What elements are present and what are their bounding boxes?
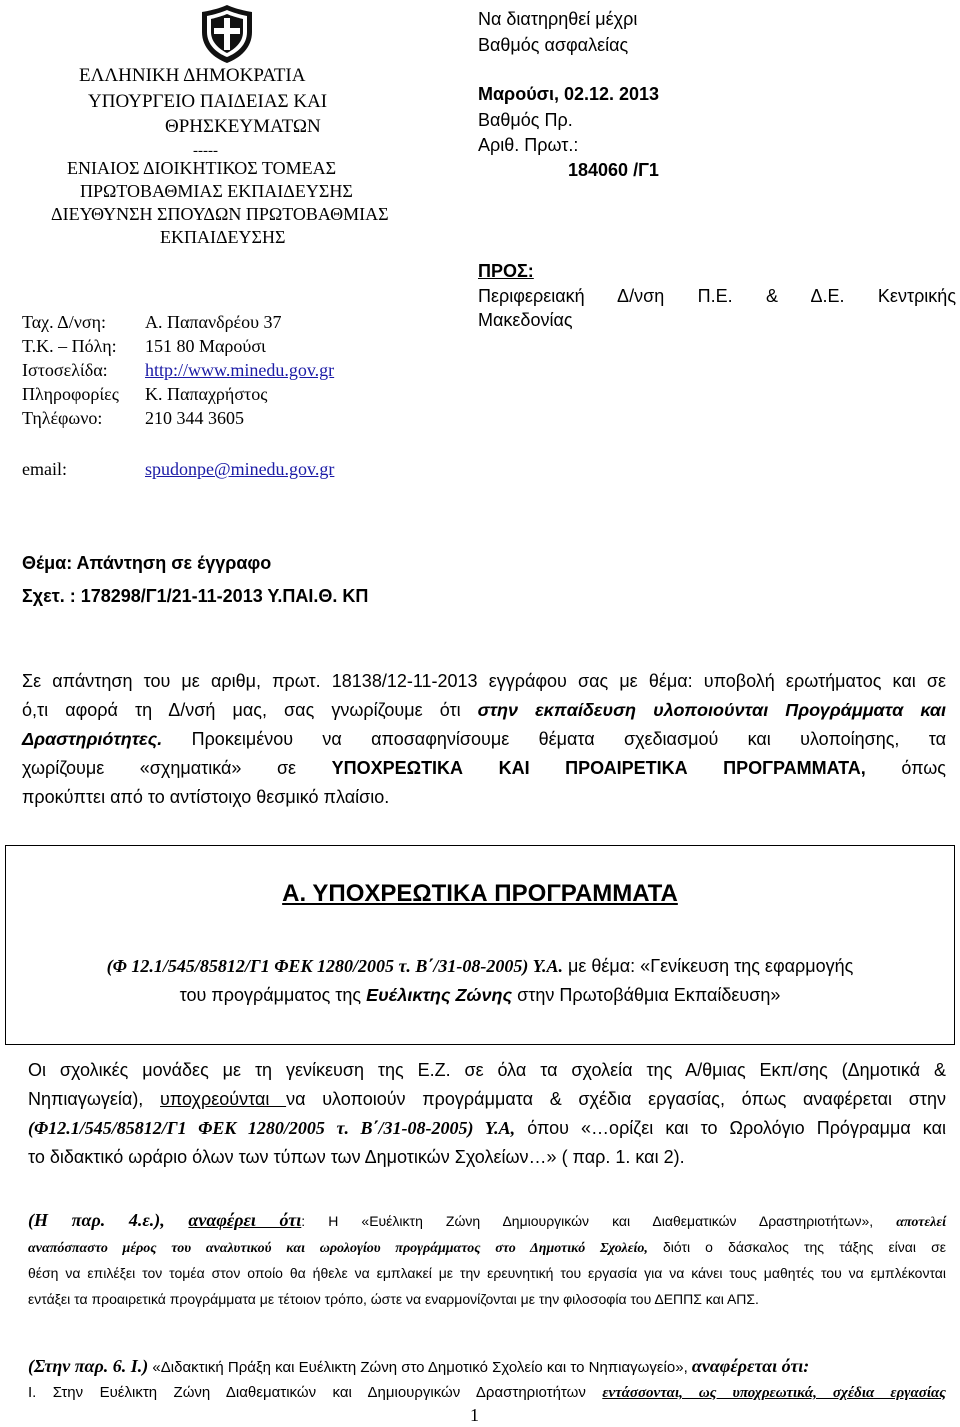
subject-label: Θέμα: — [22, 553, 73, 573]
p2-line-2-b: υποχρεούνται — [160, 1089, 287, 1109]
p4-line-1-c: αναφέρεται ότι: — [691, 1356, 810, 1376]
p2-line-1: Οι σχολικές μονάδες με τη γενίκευση της Ε.Ζ. σε όλα τα σχολεία της Α/θμιας Εκπ/σης (Δημοτικά & — [28, 1060, 946, 1080]
body-line-4-a: χωρίζουμε «σχηματικά» σε — [22, 758, 332, 778]
p4-line-2 — [28, 1380, 946, 1406]
p2-line-2-a: Νηπιαγωγεία), — [28, 1089, 161, 1109]
p3-line-1-b: αναφέρει ότι — [188, 1210, 302, 1230]
p3-line-1-c: : Η «Ευέλικτη Ζώνη Δημιουργικών και Διαθεματικών Δραστηριοτήτων», — [301, 1213, 897, 1229]
email-label: email: — [22, 459, 67, 479]
body-line-4-b: ΥΠΟΧΡΕΩΤΙΚΑ ΚΑΙ ΠΡΟΑΙΡΕΤΙΚΑ ΠΡΟΓΡΑΜΜΑΤΑ, — [331, 758, 866, 778]
contact-label-postal: Τ.Κ. – Πόλη: — [22, 336, 117, 356]
box-line-2 — [30, 985, 930, 1006]
contact-label-address: Ταχ. Δ/νση: — [22, 312, 107, 332]
paragraph-2 — [28, 1056, 946, 1172]
contact-value-info: Κ. Παπαχρήστος — [145, 384, 268, 404]
box-line-2-a: του προγράμματος της — [179, 985, 367, 1005]
body-line-4-c: όπως — [865, 758, 946, 778]
gov-line-6: ΠΡΩΤΟΒΑΘΜΙΑΣ ΕΚΠΑΙΔΕΥΣΗΣ — [80, 181, 353, 201]
body-line-2-b: στην εκπαίδευση υλοποιούνται Προγράμματα και — [477, 700, 946, 720]
box-line-2-b: Ευέλικτης Ζώνης — [366, 985, 513, 1005]
protocol-label: Αριθ. Πρωτ.: — [478, 135, 579, 155]
body-line-1: Σε απάντηση του με αριθμ, πρωτ. 18138/12-11-2013 εγγράφου σας με θέμα: υποβολή ερωτήματος και σε — [22, 671, 946, 691]
p3-line-2 — [28, 1234, 946, 1260]
website-link[interactable]: http://www.minedu.gov.gr — [145, 360, 335, 380]
subject-text: Απάντηση σε έγγραφο — [72, 553, 272, 573]
body-line-5: προκύπτει από το αντίστοιχο θεσμικό πλαίσιο. — [22, 787, 390, 807]
subject-line — [22, 553, 271, 574]
keep-until: Να διατηρηθεί μέχρι — [478, 9, 638, 29]
email-link[interactable]: spudonpe@minedu.gov.gr — [145, 459, 335, 479]
gov-line-3: ΘΡΗΣΚΕΥΜΑΤΩΝ — [165, 116, 321, 137]
p3-line-2-a: αναπόσπαστο μέρος του αναλυτικού και ωρολογίου προγράμματος στο Δημοτικό Σχολείο, — [28, 1241, 648, 1256]
body-line-2 — [22, 696, 946, 725]
p3-line-3: θέση να επιλέξει τον τομέα στον οποίο θα ήθελε να εμπλακεί με την ερευνητική του εργασία για να κάνει τους μαθητές του να εμπλέκονται — [28, 1265, 946, 1281]
body-line-3 — [22, 725, 946, 754]
p2-line-3 — [28, 1114, 946, 1143]
p2-line-3-b: όπου «…ορίζει και το Ωρολόγιο Πρόγραμμα και — [515, 1118, 946, 1138]
gov-line-8: ΕΚΠΑΙΔΕΥΣΗΣ — [160, 227, 286, 247]
body-line-4 — [22, 754, 946, 783]
p2-line-3-a: (Φ12.1/545/85812/Γ1 ΦΕΚ 1280/2005 τ. Β΄/31-08-2005) Υ.Α, — [28, 1118, 516, 1138]
body-paragraph — [22, 667, 946, 812]
subject-reference: Σχετ. : 178298/Γ1/21-11-2013 Υ.ΠΑΙ.Θ. ΚΠ — [22, 586, 369, 606]
recipient-line-2: Μακεδονίας — [478, 310, 573, 330]
contact-label-phone: Τηλέφωνο: — [22, 408, 103, 428]
paragraph-3 — [28, 1206, 946, 1312]
recipient-line-1: Περιφερειακή Δ/νση Π.Ε. & Δ.Ε. Κεντρικής — [478, 286, 956, 306]
p4-line-2-a: Ι. Στην Ευέλικτη Ζώνη Διαθεματικών και Δημιουργικών Δραστηριοτήτων — [28, 1384, 603, 1401]
contact-label-website: Ιστοσελίδα: — [22, 360, 108, 380]
contact-value-postal: 151 80 Μαρούσι — [145, 336, 266, 356]
gov-line-7: ΔΙΕΥΘΥΝΣΗ ΣΠΟΥΔΩΝ ΠΡΩΤΟΒΑΘΜΙΑΣ — [51, 204, 389, 224]
to-label: ΠΡΟΣ: — [478, 261, 534, 281]
security-level: Βαθμός ασφαλείας — [478, 35, 629, 55]
p3-line-1-d: αποτελεί — [896, 1215, 946, 1230]
p4-line-1 — [28, 1352, 946, 1380]
p4-line-2-b: εντάσσονται, ως υποχρεωτικά, σχέδια εργασίας — [602, 1385, 946, 1401]
priority-level: Βαθμός Πρ. — [478, 110, 573, 130]
mandatory-programs-box — [5, 845, 955, 1045]
box-heading: Α. ΥΠΟΧΡΕΩΤΙΚΑ ΠΡΟΓΡΑΜΜΑΤΑ — [282, 880, 678, 907]
gov-line-1: ΕΛΛΗΝΙΚΗ ΔΗΜΟΚΡΑΤΙΑ — [79, 65, 306, 86]
body-line-3-a: Δραστηριότητες. — [22, 729, 163, 749]
contact-value-phone: 210 344 3605 — [145, 408, 244, 428]
p2-line-2-c: να υλοποιούν προγράμματα & σχέδια εργασίας, όπως αναφέρεται στην — [286, 1089, 946, 1109]
p4-line-1-a: (Στην παρ. 6. Ι.) — [28, 1356, 149, 1376]
contact-label-info: Πληροφορίες — [22, 384, 119, 404]
p3-line-2-b: διότι ο δάσκαλος της τάξης είναι σε — [647, 1239, 946, 1255]
contact-value-address: Α. Παπανδρέου 37 — [145, 312, 282, 332]
gov-line-5: ΕΝΙΑΙΟΣ ΔΙΟΙΚΗΤΙΚΟΣ ΤΟΜΕΑΣ — [67, 158, 337, 178]
gov-separator: ----- — [193, 143, 218, 159]
p2-line-2 — [28, 1085, 946, 1114]
paragraph-4 — [28, 1352, 946, 1406]
p3-line-1-a: (Η παρ. 4.ε.), — [28, 1210, 189, 1230]
body-line-3-b: Προκειμένου να αποσαφηνίσουμε θέματα σχεδιασμού και υλοποίησης, τα — [162, 729, 946, 749]
box-ref: (Φ 12.1/545/85812/Γ1 ΦΕΚ 1280/2005 τ. Β΄/31-08-2005) Υ.Α. — [106, 956, 563, 976]
p3-line-1 — [28, 1206, 946, 1234]
greek-emblem-icon — [194, 2, 260, 66]
gov-line-2: ΥΠΟΥΡΓΕΙΟ ΠΑΙΔΕΙΑΣ ΚΑΙ — [88, 91, 328, 112]
box-line-1-b: με θέμα: «Γενίκευση της εφαρμογής — [562, 956, 854, 976]
place-date: Μαρούσι, 02.12. 2013 — [478, 84, 660, 104]
p3-line-4: εντάξει τα προαιρετικά προγράμματα με τέτοιον τρόπο, ώστε να εναρμονίζονται με την φιλοσοφία του ΔΕΠΠΣ και ΑΠΣ. — [28, 1291, 759, 1307]
box-line-1 — [30, 956, 930, 977]
box-line-2-c: στην Πρωτοβάθμια Εκπαίδευση» — [512, 985, 781, 1005]
p4-line-1-b: «Διδακτική Πράξη και Ευέλικτη Ζώνη στο Δημοτικό Σχολείο και το Νηπιαγωγείο», — [148, 1359, 692, 1376]
body-line-2-a: ό,τι αφορά τη Δ/νσή μας, σας γνωρίζουμε ότι — [22, 700, 478, 720]
p2-line-4: το διδακτικό ωράριο όλων των τύπων των Δημοτικών Σχολείων…» ( παρ. 1. και 2). — [28, 1147, 685, 1167]
page-number: 1 — [470, 1405, 479, 1425]
protocol-number: 184060 /Γ1 — [568, 160, 659, 180]
